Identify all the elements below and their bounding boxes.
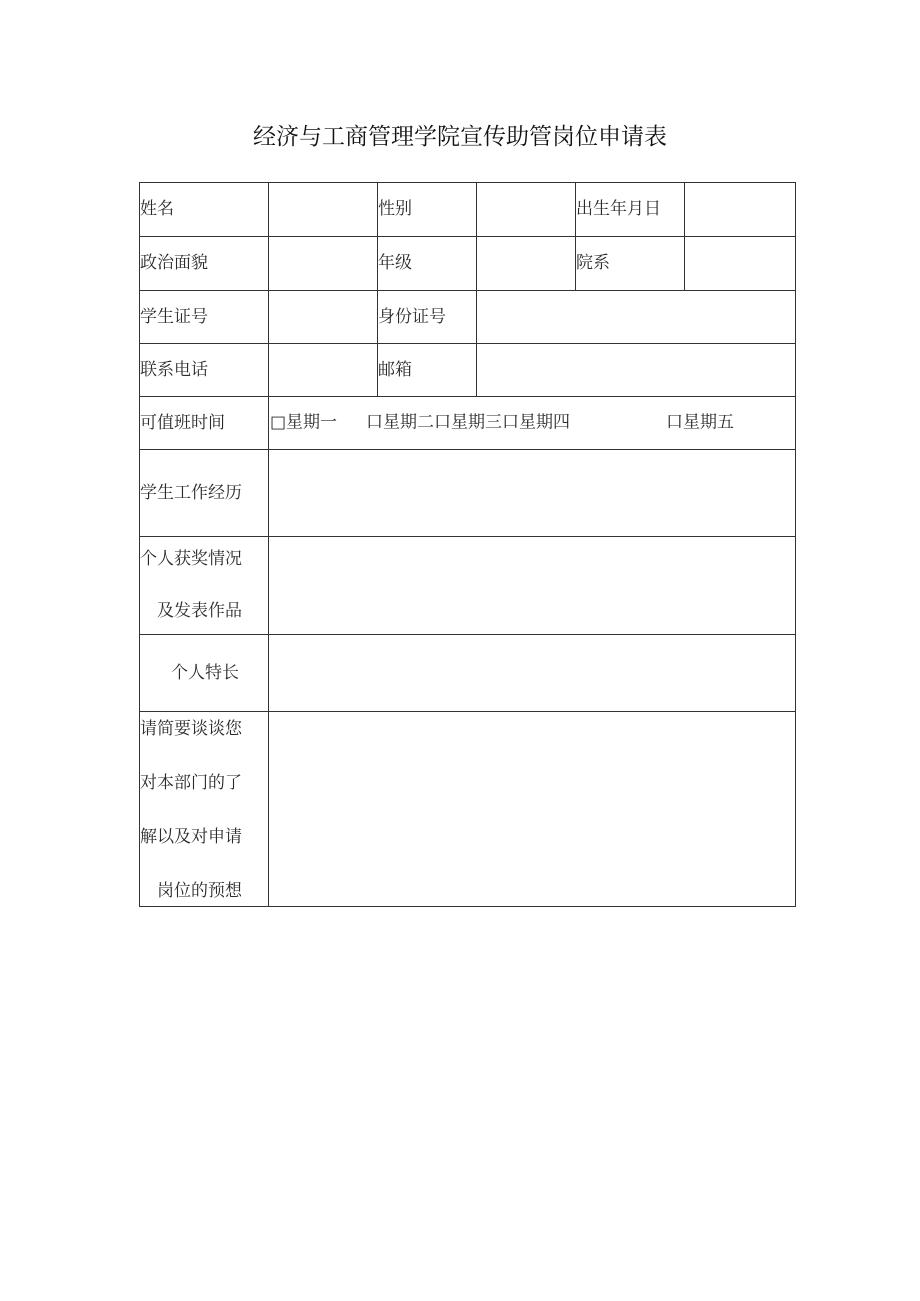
gender-label: 性别 <box>378 183 477 237</box>
specialty-label: 个人特长 <box>140 635 269 712</box>
row-political <box>140 237 796 291</box>
awards-label-line2: 及发表作品 <box>157 601 242 621</box>
row-phone <box>140 344 796 397</box>
student-id-field[interactable] <box>269 291 378 344</box>
thoughts-field[interactable] <box>269 712 796 907</box>
duty-option-friday[interactable]: 口星期五 <box>666 412 734 433</box>
work-experience-label: 学生工作经历 <box>140 450 269 537</box>
awards-label-line1: 个人获奖情况 <box>140 549 242 569</box>
duty-time-options <box>269 397 796 450</box>
row-awards <box>140 537 796 635</box>
awards-field[interactable] <box>269 537 796 635</box>
name-field[interactable] <box>269 183 378 237</box>
political-status-label: 政治面貌 <box>140 237 269 291</box>
specialty-field[interactable] <box>269 635 796 712</box>
birth-date-label: 出生年月日 <box>576 183 685 237</box>
grade-label: 年级 <box>378 237 477 291</box>
awards-label <box>140 537 269 635</box>
phone-label: 联系电话 <box>140 344 269 397</box>
row-specialty <box>140 635 796 712</box>
thoughts-label-line: 岗位的预想 <box>157 881 242 901</box>
department-field[interactable] <box>685 237 796 291</box>
row-thoughts <box>140 712 796 907</box>
duty-time-label: 可值班时间 <box>140 397 269 450</box>
political-status-field[interactable] <box>269 237 378 291</box>
duty-option-tue-wed-thu[interactable]: 口星期二口星期三口星期四 <box>366 412 570 433</box>
work-experience-field[interactable] <box>269 450 796 537</box>
id-card-label: 身份证号 <box>378 291 477 344</box>
thoughts-label-line: 请简要谈谈您 <box>140 719 242 739</box>
student-id-label: 学生证号 <box>140 291 269 344</box>
row-name <box>140 183 796 237</box>
name-label: 姓名 <box>140 183 269 237</box>
row-work-experience <box>140 450 796 537</box>
thoughts-label-line: 解以及对申请 <box>140 827 242 847</box>
thoughts-label-line: 对本部门的了 <box>140 773 242 793</box>
email-field[interactable] <box>477 344 796 397</box>
department-label: 院系 <box>576 237 685 291</box>
gender-field[interactable] <box>477 183 576 237</box>
email-label: 邮箱 <box>378 344 477 397</box>
grade-field[interactable] <box>477 237 576 291</box>
page-title: 经济与工商管理学院宣传助管岗位申请表 <box>253 124 667 150</box>
application-form-table <box>139 182 796 907</box>
phone-field[interactable] <box>269 344 378 397</box>
birth-date-field[interactable] <box>685 183 796 237</box>
id-card-field[interactable] <box>477 291 796 344</box>
thoughts-label <box>140 712 269 907</box>
row-student-id <box>140 291 796 344</box>
row-duty-time <box>140 397 796 450</box>
duty-option-monday[interactable]: □星期一 <box>270 412 338 433</box>
